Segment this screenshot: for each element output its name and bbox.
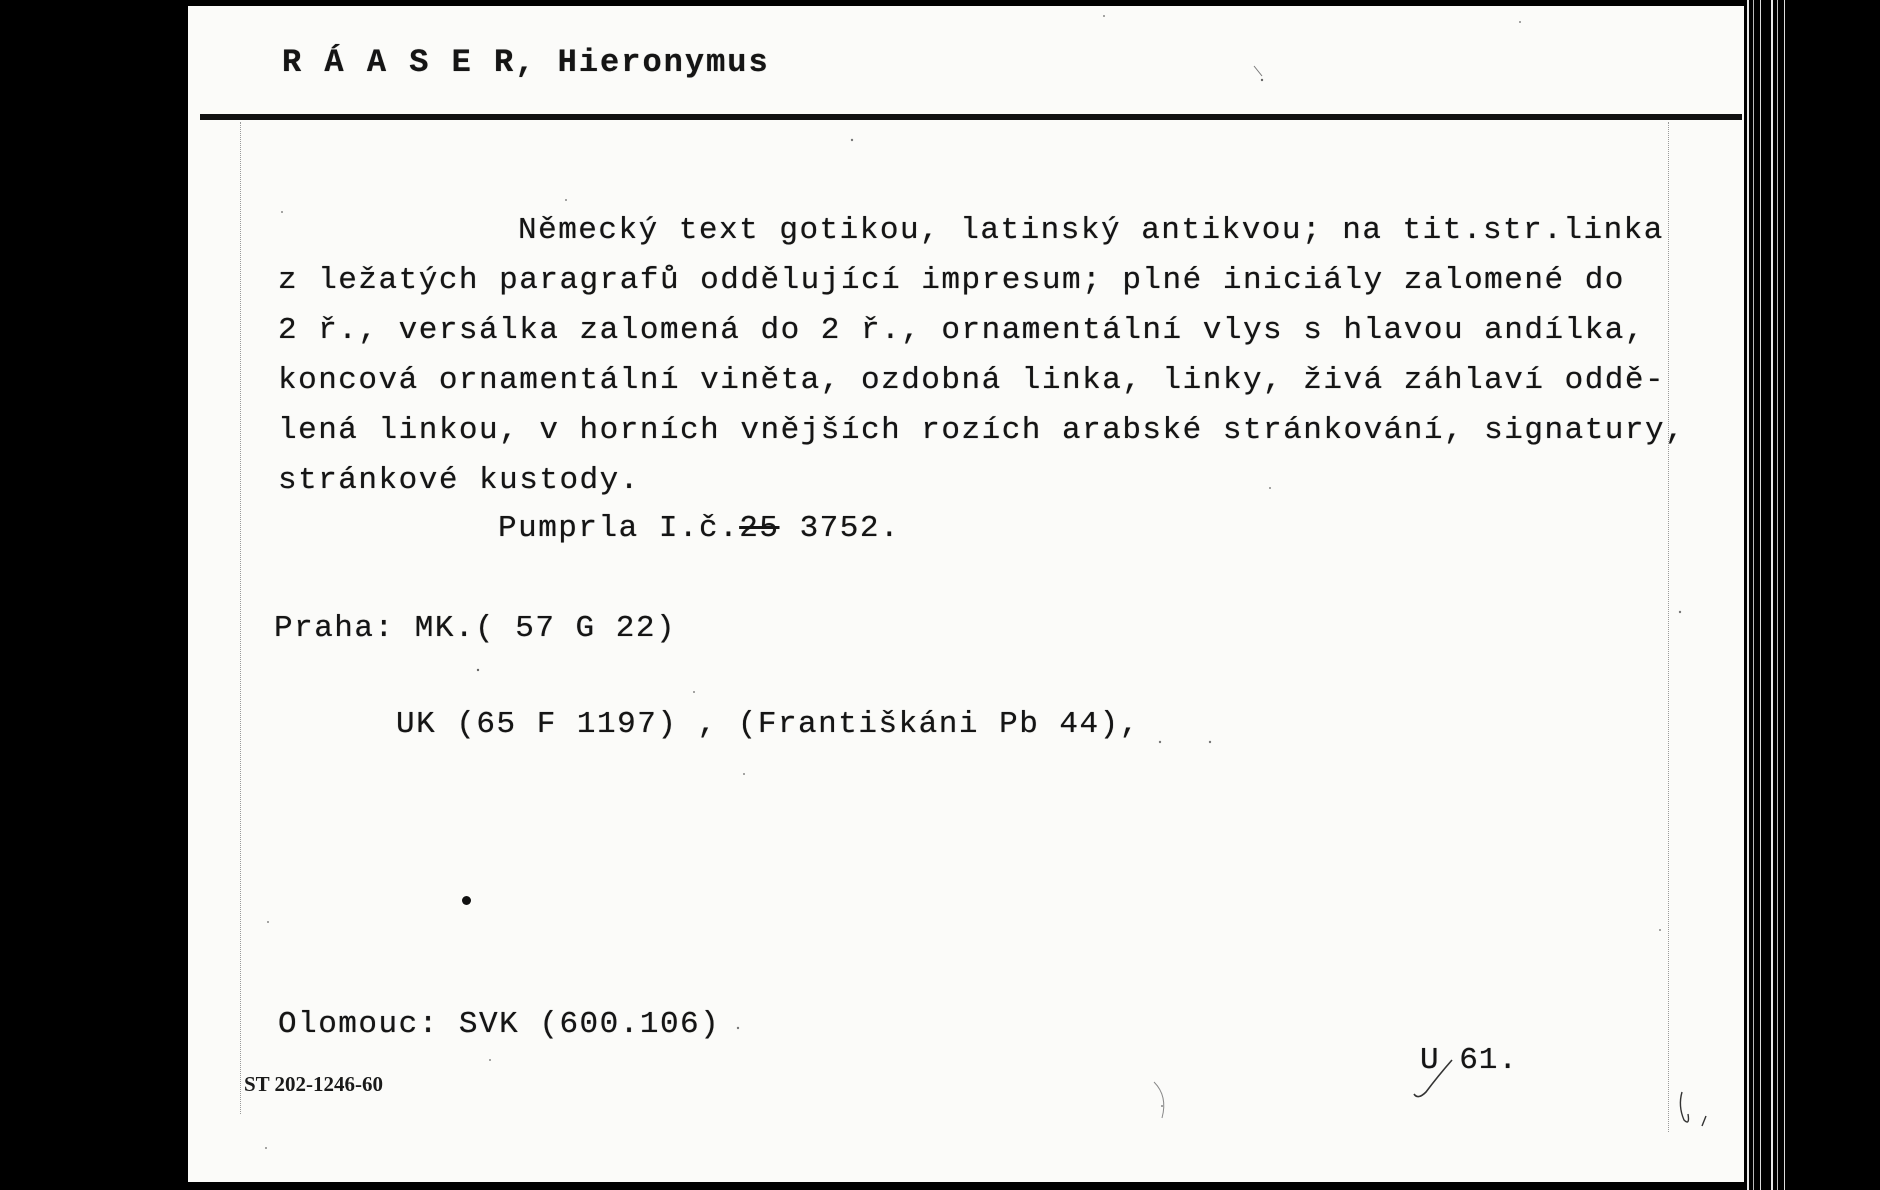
right-margin-line (1668, 122, 1669, 1132)
description-line-5: lená linkou, v horních vnějších rozích arabské stránkování, signatury, (278, 413, 1686, 448)
uk-location: UK (65 F 1197) , (Františkáni Pb 44), (396, 707, 1140, 742)
stray-ink-dot (462, 896, 471, 905)
scan-edge-shadow (1790, 0, 1880, 1190)
praha-location: Praha: MK.( 57 G 22) (274, 611, 677, 646)
pencil-marginal-mark (1672, 1086, 1720, 1134)
description-line-6: stránkové kustody. (278, 463, 640, 498)
heading-rule (200, 114, 1742, 120)
description-line-4: koncová ornamentální viněta, ozdobná linka, linky, živá záhlaví oddě- (278, 363, 1666, 398)
description-line-3: 2 ř., versálka zalomená do 2 ř., ornamentální vlys s hlavou andílka, (278, 313, 1646, 348)
pencil-check-mark (1408, 1046, 1470, 1102)
description-line-2: z ležatých paragrafů oddělující impresum; plné iniciály zalomené do (278, 263, 1625, 298)
card-heading: R Á A S E R, Hieronymus (282, 44, 770, 81)
shelf-mark: U 61. (1420, 1043, 1519, 1078)
reference-label: Pumprla I.č. (498, 511, 740, 546)
bibliography-reference (498, 504, 900, 554)
description-line-1: Německý text gotikou, latinský antikvou; na tit.str.linka (518, 213, 1664, 248)
left-margin-line (240, 122, 241, 1114)
reference-number: 3752. (799, 511, 901, 546)
reference-struck-number: 25 (739, 511, 780, 546)
form-code: ST 202-1246-60 (244, 1072, 384, 1096)
olomouc-location: Olomouc: SVK (600.106) (278, 1007, 721, 1042)
